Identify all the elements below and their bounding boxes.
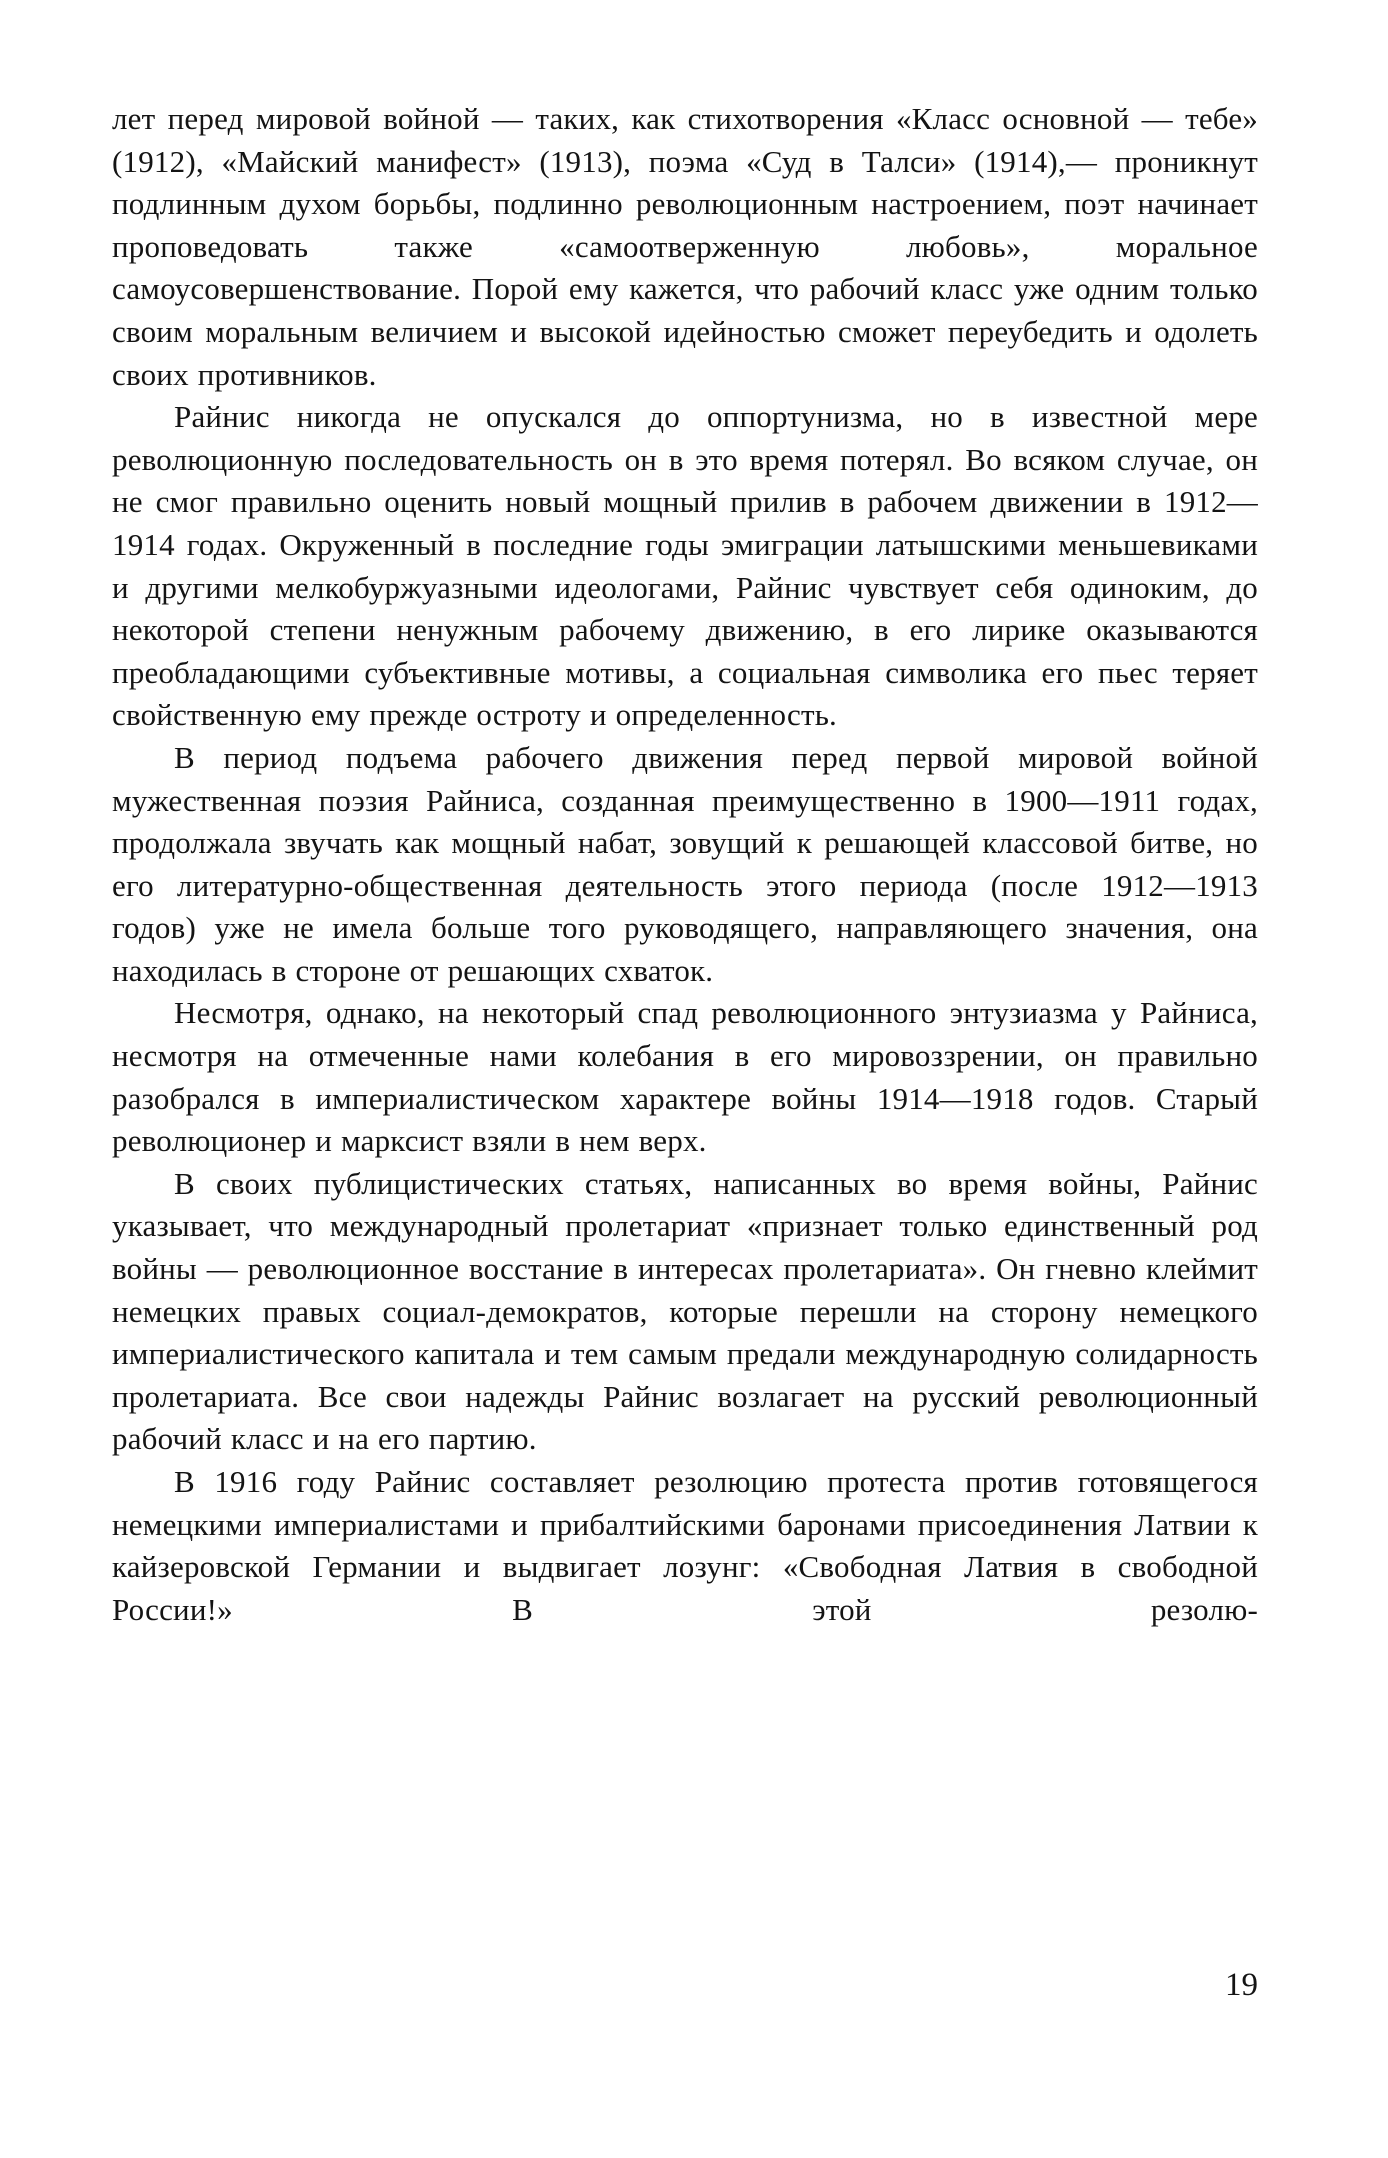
page-text-block [112, 98, 1258, 1631]
paragraph-6: В 1916 году Райнис составляет резолюцию протеста против готовящегося немецкими империалистами и прибалтийскими баронами присоединения Латвии к кайзеровской Германии и выдвигает лозунг: «Свободная Латвия в свободной России!» В этой резолю- [112, 1464, 1258, 1627]
paragraph-5: В своих публицистических статьях, написанных во время войны, Райнис указывает, что международный пролетариат «признает только единственный род войны — революционное восстание в интересах пролетариата». Он гневно клеймит немецких правых социал-демократов, которые перешли на сторону немецкого империалистического капитала и тем самым предали международную солидарность пролетариата. Все свои надежды Райнис возлагает на русский революционный рабочий класс и на его партию. [112, 1165, 1258, 1457]
paragraph-2: Райнис никогда не опускался до оппортунизма, но в известной мере революционную последовательность он в это время потерял. Во всяком случае, он не смог правильно оценить новый мощный прилив в рабочем движении в 1912—1914 годах. Окруженный в последние годы эмиграции латышскими меньшевиками и другими мелкобуржуазными идеологами, Райнис чувствует себя одиноким, до некоторой степени ненужным рабочему движению, в его лирике оказываются преобладающими субъективные мотивы, а социальная символика его пьес теряет свойственную ему прежде остроту и определенность. [112, 399, 1258, 733]
paragraph-1: лет перед мировой войной — таких, как стихотворения «Класс основной — тебе» (1912), «Майский манифест» (1913), поэма «Суд в Талси» (1914),— проникнут подлинным духом борьбы, подлинно революционным настроением, поэт начинает проповедовать также «самоотверженную любовь», моральное самоусовершенствование. Порой ему кажется, что рабочий класс уже одним только своим моральным величием и высокой идейностью сможет переубедить и одолеть своих противников. [112, 101, 1258, 392]
paragraph-3: В период подъема рабочего движения перед первой мировой войной мужественная поэзия Райниса, созданная преимущественно в 1900—1911 годах, продолжала звучать как мощный набат, зовущий к решающей классовой битве, но его литературно-общественная деятельность этого периода (после 1912—1913 годов) уже не имела больше того руководящего, направляющего значения, она находилась в стороне от решающих схваток. [112, 739, 1258, 988]
paragraph-4: Несмотря, однако, на некоторый спад революционного энтузиазма у Райниса, несмотря на отмеченные нами колебания в его мировоззрении, он правильно разобрался в империалистическом характере войны 1914—1918 годов. Старый революционер и марксист взяли в нем верх. [112, 995, 1258, 1159]
page-number: 19 [1225, 1967, 1258, 2003]
